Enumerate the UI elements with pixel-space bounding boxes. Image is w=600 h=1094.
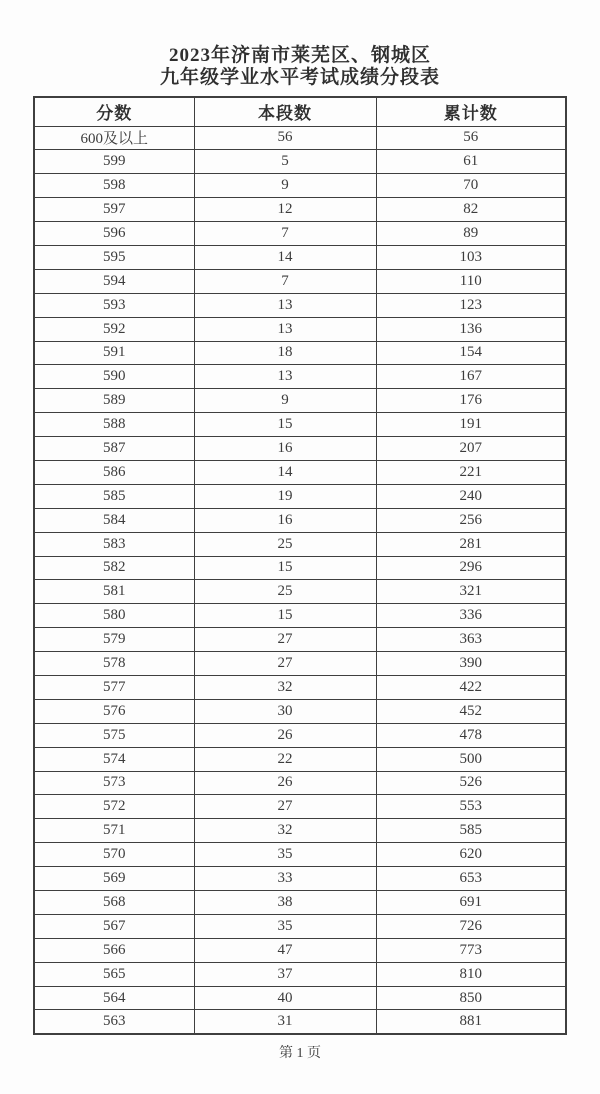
segment-count-cell: 30 bbox=[194, 699, 376, 723]
segment-count-cell: 7 bbox=[194, 222, 376, 246]
column-header-score: 分数 bbox=[34, 97, 194, 126]
table-row bbox=[34, 413, 566, 437]
cumulative-count-cell: 103 bbox=[376, 245, 566, 269]
score-cell: 584 bbox=[34, 508, 194, 532]
score-cell: 573 bbox=[34, 771, 194, 795]
segment-count-cell: 15 bbox=[194, 556, 376, 580]
table-row bbox=[34, 1010, 566, 1034]
table-row bbox=[34, 365, 566, 389]
cumulative-count-cell: 810 bbox=[376, 962, 566, 986]
cumulative-count-cell: 553 bbox=[376, 795, 566, 819]
table-row bbox=[34, 341, 566, 365]
score-cell: 597 bbox=[34, 198, 194, 222]
cumulative-count-cell: 136 bbox=[376, 317, 566, 341]
table-row bbox=[34, 460, 566, 484]
cumulative-count-cell: 154 bbox=[376, 341, 566, 365]
cumulative-count-cell: 167 bbox=[376, 365, 566, 389]
segment-count-cell: 12 bbox=[194, 198, 376, 222]
table-row bbox=[34, 675, 566, 699]
cumulative-count-cell: 691 bbox=[376, 891, 566, 915]
score-table-body bbox=[34, 126, 566, 1034]
segment-count-cell: 37 bbox=[194, 962, 376, 986]
score-cell: 565 bbox=[34, 962, 194, 986]
table-row bbox=[34, 795, 566, 819]
score-distribution-table bbox=[33, 96, 567, 1035]
cumulative-count-cell: 70 bbox=[376, 174, 566, 198]
score-cell: 575 bbox=[34, 723, 194, 747]
segment-count-cell: 26 bbox=[194, 723, 376, 747]
segment-count-cell: 38 bbox=[194, 891, 376, 915]
score-cell: 600及以上 bbox=[34, 126, 194, 150]
table-row bbox=[34, 389, 566, 413]
table-row bbox=[34, 914, 566, 938]
segment-count-cell: 13 bbox=[194, 293, 376, 317]
table-row bbox=[34, 986, 566, 1010]
segment-count-cell: 32 bbox=[194, 819, 376, 843]
segment-count-cell: 9 bbox=[194, 174, 376, 198]
score-cell: 596 bbox=[34, 222, 194, 246]
table-row bbox=[34, 938, 566, 962]
table-row bbox=[34, 699, 566, 723]
cumulative-count-cell: 221 bbox=[376, 460, 566, 484]
score-cell: 570 bbox=[34, 843, 194, 867]
cumulative-count-cell: 296 bbox=[376, 556, 566, 580]
segment-count-cell: 25 bbox=[194, 532, 376, 556]
segment-count-cell: 19 bbox=[194, 484, 376, 508]
score-cell: 580 bbox=[34, 604, 194, 628]
table-row bbox=[34, 293, 566, 317]
table-row bbox=[34, 508, 566, 532]
segment-count-cell: 27 bbox=[194, 628, 376, 652]
cumulative-count-cell: 191 bbox=[376, 413, 566, 437]
score-cell: 577 bbox=[34, 675, 194, 699]
segment-count-cell: 16 bbox=[194, 437, 376, 461]
score-cell: 576 bbox=[34, 699, 194, 723]
table-row bbox=[34, 245, 566, 269]
table-row bbox=[34, 580, 566, 604]
segment-count-cell: 32 bbox=[194, 675, 376, 699]
cumulative-count-cell: 176 bbox=[376, 389, 566, 413]
cumulative-count-cell: 89 bbox=[376, 222, 566, 246]
table-row bbox=[34, 484, 566, 508]
page-number: 第 1 页 bbox=[279, 1046, 321, 1061]
document-title-line2: 九年级学业水平考试成绩分段表 bbox=[159, 67, 440, 88]
score-cell: 595 bbox=[34, 245, 194, 269]
segment-count-cell: 5 bbox=[194, 150, 376, 174]
table-row bbox=[34, 843, 566, 867]
score-cell: 599 bbox=[34, 150, 194, 174]
score-cell: 587 bbox=[34, 437, 194, 461]
cumulative-count-cell: 82 bbox=[376, 198, 566, 222]
cumulative-count-cell: 110 bbox=[376, 269, 566, 293]
cumulative-count-cell: 585 bbox=[376, 819, 566, 843]
score-cell: 564 bbox=[34, 986, 194, 1010]
cumulative-count-cell: 240 bbox=[376, 484, 566, 508]
cumulative-count-cell: 256 bbox=[376, 508, 566, 532]
cumulative-count-cell: 850 bbox=[376, 986, 566, 1010]
cumulative-count-cell: 336 bbox=[376, 604, 566, 628]
cumulative-count-cell: 422 bbox=[376, 675, 566, 699]
score-cell: 574 bbox=[34, 747, 194, 771]
score-cell: 571 bbox=[34, 819, 194, 843]
table-row bbox=[34, 628, 566, 652]
score-cell: 583 bbox=[34, 532, 194, 556]
segment-count-cell: 13 bbox=[194, 365, 376, 389]
cumulative-count-cell: 390 bbox=[376, 652, 566, 676]
segment-count-cell: 14 bbox=[194, 460, 376, 484]
table-row bbox=[34, 269, 566, 293]
table-row bbox=[34, 437, 566, 461]
segment-count-cell: 15 bbox=[194, 413, 376, 437]
score-cell: 581 bbox=[34, 580, 194, 604]
cumulative-count-cell: 500 bbox=[376, 747, 566, 771]
segment-count-cell: 18 bbox=[194, 341, 376, 365]
score-cell: 578 bbox=[34, 652, 194, 676]
document-title bbox=[0, 45, 600, 89]
score-cell: 566 bbox=[34, 938, 194, 962]
table-row bbox=[34, 604, 566, 628]
segment-count-cell: 31 bbox=[194, 1010, 376, 1034]
segment-count-cell: 14 bbox=[194, 245, 376, 269]
table-row bbox=[34, 532, 566, 556]
cumulative-count-cell: 881 bbox=[376, 1010, 566, 1034]
column-header-cumulative-count: 累计数 bbox=[376, 97, 566, 126]
table-row bbox=[34, 819, 566, 843]
document-title-line1: 2023年济南市莱芜区、钢城区 bbox=[168, 45, 431, 66]
score-cell: 572 bbox=[34, 795, 194, 819]
cumulative-count-cell: 56 bbox=[376, 126, 566, 150]
segment-count-cell: 27 bbox=[194, 652, 376, 676]
score-cell: 568 bbox=[34, 891, 194, 915]
score-cell: 586 bbox=[34, 460, 194, 484]
cumulative-count-cell: 526 bbox=[376, 771, 566, 795]
score-cell: 567 bbox=[34, 914, 194, 938]
segment-count-cell: 25 bbox=[194, 580, 376, 604]
segment-count-cell: 35 bbox=[194, 843, 376, 867]
table-row bbox=[34, 198, 566, 222]
cumulative-count-cell: 653 bbox=[376, 867, 566, 891]
segment-count-cell: 35 bbox=[194, 914, 376, 938]
table-row bbox=[34, 317, 566, 341]
table-row bbox=[34, 891, 566, 915]
table-row bbox=[34, 556, 566, 580]
table-row bbox=[34, 126, 566, 150]
table-row bbox=[34, 723, 566, 747]
segment-count-cell: 13 bbox=[194, 317, 376, 341]
segment-count-cell: 27 bbox=[194, 795, 376, 819]
score-cell: 591 bbox=[34, 341, 194, 365]
cumulative-count-cell: 726 bbox=[376, 914, 566, 938]
column-header-segment-count: 本段数 bbox=[194, 97, 376, 126]
cumulative-count-cell: 61 bbox=[376, 150, 566, 174]
score-cell: 585 bbox=[34, 484, 194, 508]
table-row bbox=[34, 771, 566, 795]
table-row bbox=[34, 652, 566, 676]
cumulative-count-cell: 773 bbox=[376, 938, 566, 962]
table-row bbox=[34, 747, 566, 771]
segment-count-cell: 16 bbox=[194, 508, 376, 532]
segment-count-cell: 33 bbox=[194, 867, 376, 891]
segment-count-cell: 9 bbox=[194, 389, 376, 413]
score-cell: 590 bbox=[34, 365, 194, 389]
table-header-row bbox=[34, 97, 566, 126]
segment-count-cell: 40 bbox=[194, 986, 376, 1010]
score-cell: 598 bbox=[34, 174, 194, 198]
segment-count-cell: 15 bbox=[194, 604, 376, 628]
score-cell: 588 bbox=[34, 413, 194, 437]
cumulative-count-cell: 207 bbox=[376, 437, 566, 461]
cumulative-count-cell: 452 bbox=[376, 699, 566, 723]
score-cell: 579 bbox=[34, 628, 194, 652]
segment-count-cell: 22 bbox=[194, 747, 376, 771]
score-cell: 569 bbox=[34, 867, 194, 891]
table-row bbox=[34, 150, 566, 174]
table-row bbox=[34, 174, 566, 198]
cumulative-count-cell: 123 bbox=[376, 293, 566, 317]
table-row bbox=[34, 222, 566, 246]
score-cell: 594 bbox=[34, 269, 194, 293]
score-cell: 592 bbox=[34, 317, 194, 341]
table-row bbox=[34, 867, 566, 891]
cumulative-count-cell: 321 bbox=[376, 580, 566, 604]
score-cell: 589 bbox=[34, 389, 194, 413]
score-cell: 593 bbox=[34, 293, 194, 317]
table-row bbox=[34, 962, 566, 986]
cumulative-count-cell: 620 bbox=[376, 843, 566, 867]
score-cell: 582 bbox=[34, 556, 194, 580]
segment-count-cell: 26 bbox=[194, 771, 376, 795]
segment-count-cell: 56 bbox=[194, 126, 376, 150]
score-cell: 563 bbox=[34, 1010, 194, 1034]
cumulative-count-cell: 478 bbox=[376, 723, 566, 747]
segment-count-cell: 7 bbox=[194, 269, 376, 293]
cumulative-count-cell: 281 bbox=[376, 532, 566, 556]
cumulative-count-cell: 363 bbox=[376, 628, 566, 652]
segment-count-cell: 47 bbox=[194, 938, 376, 962]
